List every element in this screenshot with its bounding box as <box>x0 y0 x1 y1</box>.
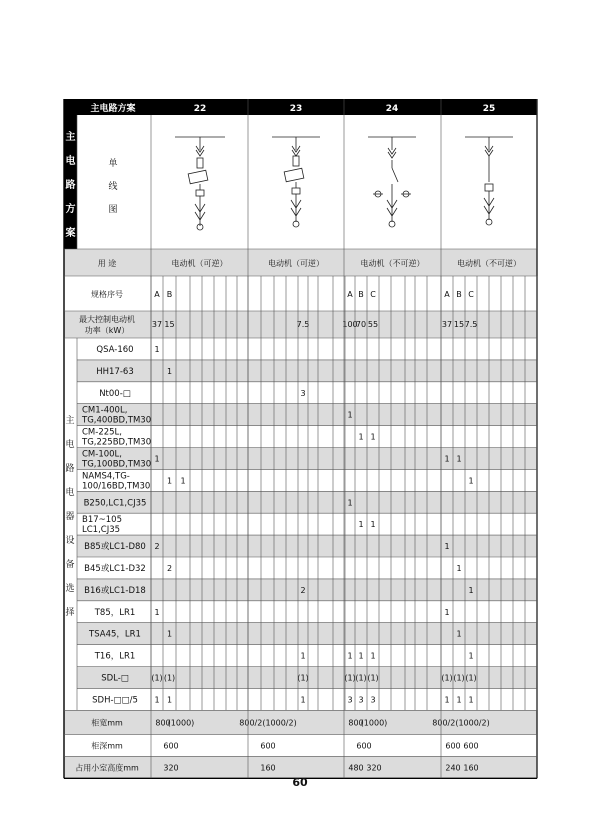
equipment-row <box>94 608 450 618</box>
scheme-number-24: 24 <box>385 104 399 114</box>
equipment-name: 100/16BD,TM30 <box>82 481 151 492</box>
footer-value: 160 <box>463 763 479 773</box>
section-label-char: 择 <box>65 608 75 618</box>
equipment-name: TSA45，LR1 <box>89 629 141 640</box>
equipment-value: 3 <box>358 695 364 705</box>
equipment-row <box>99 389 305 399</box>
power-value: 7.5 <box>296 320 310 329</box>
footer-value: 600 <box>445 741 461 751</box>
equipment-name: T85，LR1 <box>94 607 136 618</box>
equipment-value: 1 <box>347 651 353 661</box>
equipment-value: 1 <box>456 695 462 705</box>
equipment-name: CM-100L, <box>82 449 122 460</box>
footer-value: 800 <box>155 718 171 728</box>
spec-value: B <box>166 290 173 299</box>
diagram-label-char: 单 <box>108 159 118 169</box>
equipment-value: (1) <box>344 673 356 683</box>
equipment-row <box>81 428 376 448</box>
equipment-value: 1 <box>444 607 450 617</box>
equipment-value: (1) <box>453 673 465 683</box>
equipment-row-bg <box>77 535 537 557</box>
equipment-value: 3 <box>347 695 353 705</box>
power-value: 7.5 <box>464 320 478 329</box>
equipment-value: 1 <box>300 651 306 661</box>
footer-value: 800 <box>348 718 364 728</box>
usage-label: 用 途 <box>97 259 117 268</box>
footer-value: 320 <box>163 763 179 773</box>
equipment-name: B85或LC1-D80 <box>84 542 146 553</box>
equipment-row <box>94 652 474 662</box>
diagram-label-char: 图 <box>108 205 118 215</box>
footer-value: (1000) <box>167 718 195 728</box>
section-label-char: 设 <box>65 536 75 546</box>
spec-value: C <box>370 290 376 299</box>
equipment-name: TG,225BD,TM30 <box>82 437 152 448</box>
section-label-char: 路 <box>65 464 75 474</box>
equipment-value: 2 <box>300 585 306 595</box>
single-line-diagram-22 <box>175 137 225 230</box>
left-title-char: 案 <box>65 228 76 239</box>
equipment-value: (1) <box>367 673 379 683</box>
single-line-diagram-23 <box>272 137 320 227</box>
power-value: 15 <box>164 320 175 329</box>
power-value: 37 <box>441 320 453 329</box>
equipment-value: 3 <box>300 388 306 398</box>
footer-value: 240 <box>445 763 461 773</box>
equipment-name: NAMS4,TG- <box>82 471 130 482</box>
scheme-number-23: 23 <box>289 104 303 114</box>
equipment-row-bg <box>77 623 537 645</box>
footer-value: (1000) <box>360 718 388 728</box>
footer-value: 600 <box>356 741 372 751</box>
equipment-value: 1 <box>370 432 376 442</box>
equipment-value: 1 <box>347 410 353 420</box>
spec-value: A <box>154 290 160 299</box>
equipment-value: 1 <box>166 366 173 376</box>
equipment-name: CM-225L, <box>82 427 122 438</box>
power-value: 100 <box>342 320 358 329</box>
equipment-value: 1 <box>468 695 474 705</box>
power-value: 15 <box>453 320 465 329</box>
usage-value: 电动机（不可逆） <box>360 259 425 268</box>
equipment-value: 1 <box>180 476 186 486</box>
equipment-value: 1 <box>468 476 474 486</box>
footer-value: 600 <box>260 741 276 751</box>
equipment-name: QSA-160 <box>96 345 134 355</box>
equipment-name: TG,100BD,TM30 <box>82 459 152 470</box>
equipment-value: 1 <box>154 454 160 464</box>
equipment-value: 1 <box>468 651 474 661</box>
equipment-value: 1 <box>166 695 173 705</box>
footer-value: 800/2(1000/2) <box>239 718 297 728</box>
power-value: 70 <box>355 320 367 329</box>
single-line-diagram-24 <box>368 137 416 227</box>
single-line-diagram-25 <box>465 137 513 225</box>
footer-label: 柜深mm <box>91 741 123 751</box>
footer-value: 480 <box>348 763 364 773</box>
equipment-row <box>96 345 159 355</box>
equipment-value: 1 <box>444 454 450 464</box>
diagram-label <box>108 157 117 215</box>
spec-value: A <box>444 290 450 299</box>
equipment-value: 1 <box>456 629 462 639</box>
spec-value: B <box>358 290 364 299</box>
diagram-label-char: 线 <box>108 182 118 192</box>
equipment-name: CM1-400L, <box>82 405 128 416</box>
equipment-name: HH17-63 <box>96 366 134 377</box>
footer-value: 320 <box>366 763 382 773</box>
equipment-name: LC1,CJ35 <box>82 525 121 536</box>
equipment-value: 2 <box>154 542 160 552</box>
equipment-name: T16，LR1 <box>94 651 136 662</box>
equipment-value: 1 <box>166 476 173 486</box>
usage-value: 电动机（可逆） <box>268 259 324 268</box>
equipment-value: (1) <box>151 673 163 683</box>
page-number: 60 <box>292 776 308 789</box>
spec-value: B <box>456 290 462 299</box>
equipment-row <box>82 515 376 535</box>
usage-value: 电动机（不可逆） <box>457 259 521 268</box>
equipment-name: B16或LC1-D18 <box>84 585 146 596</box>
left-title-char: 方 <box>65 204 76 215</box>
equipment-name: TG,400BD,TM30 <box>82 415 152 426</box>
equipment-row <box>92 695 473 705</box>
section-label-char: 备 <box>65 560 75 570</box>
equipment-value: 1 <box>166 629 173 639</box>
equipment-value: 1 <box>370 651 376 661</box>
equipment-name: B17~105 <box>82 515 122 526</box>
equipment-name: Nt00-□ <box>99 388 131 399</box>
equipment-value: (1) <box>163 673 176 683</box>
left-title-char: 路 <box>65 180 76 191</box>
equipment-value: (1) <box>465 673 477 683</box>
header-row <box>64 99 537 115</box>
power-value: 37 <box>151 320 163 329</box>
equipment-value: 1 <box>456 564 462 573</box>
equipment-value: 1 <box>444 695 450 705</box>
power-value: 55 <box>367 320 379 329</box>
equipment-value: 1 <box>456 454 462 464</box>
section-label-char: 选 <box>65 584 75 594</box>
equipment-value: (1) <box>297 673 309 683</box>
equipment-value: 1 <box>154 695 160 705</box>
equipment-name: B45或LC1-D32 <box>84 564 146 574</box>
scheme-number-22: 22 <box>193 104 207 114</box>
footer-value: 160 <box>260 763 276 773</box>
section-label-char: 器 <box>65 512 75 522</box>
spec-value: C <box>468 290 474 299</box>
equipment-value: 1 <box>444 542 450 552</box>
power-label: 功率（kW） <box>84 326 130 335</box>
section-label-char: 主 <box>65 416 75 426</box>
spec-value: A <box>347 290 353 299</box>
equipment-value: 1 <box>154 607 160 617</box>
equipment-value: 1 <box>358 432 364 442</box>
equipment-value: (1) <box>441 673 453 683</box>
left-title-char: 主 <box>65 132 76 143</box>
spec-label: 规格序号 <box>91 290 123 299</box>
footer-value: 600 <box>163 741 179 751</box>
left-title-char: 电 <box>65 156 76 167</box>
equipment-value: 1 <box>347 498 353 508</box>
scheme-number-25: 25 <box>482 104 496 114</box>
equipment-value: 2 <box>166 564 173 573</box>
table-body <box>64 249 537 778</box>
usage-value: 电动机（可逆） <box>171 259 228 268</box>
equipment-value: 1 <box>370 520 376 530</box>
section-label-char: 电 <box>65 440 75 450</box>
power-label: 最大控制电动机 <box>79 315 135 324</box>
equipment-value: 1 <box>468 585 474 595</box>
equipment-value: 1 <box>358 651 364 661</box>
equipment-value: 1 <box>358 520 364 530</box>
footer-value: 600 <box>463 741 479 751</box>
footer-value: 800/2(1000/2) <box>432 718 490 728</box>
equipment-name: SDL-□ <box>101 673 129 684</box>
footer-label: 占用小室高度mm <box>75 763 139 773</box>
equipment-name: B250,LC1,CJ35 <box>83 498 147 509</box>
equipment-value: (1) <box>355 673 367 683</box>
section-label-char: 电 <box>65 488 75 498</box>
footer-label: 柜宽mm <box>91 718 123 728</box>
equipment-name: SDH-□□/5 <box>92 695 138 706</box>
equipment-value: 1 <box>154 345 160 354</box>
header-title: 主电路方案 <box>90 104 136 114</box>
equipment-value: 1 <box>300 695 306 705</box>
equipment-value: 3 <box>370 695 376 705</box>
equipment-row-bg <box>77 360 537 382</box>
